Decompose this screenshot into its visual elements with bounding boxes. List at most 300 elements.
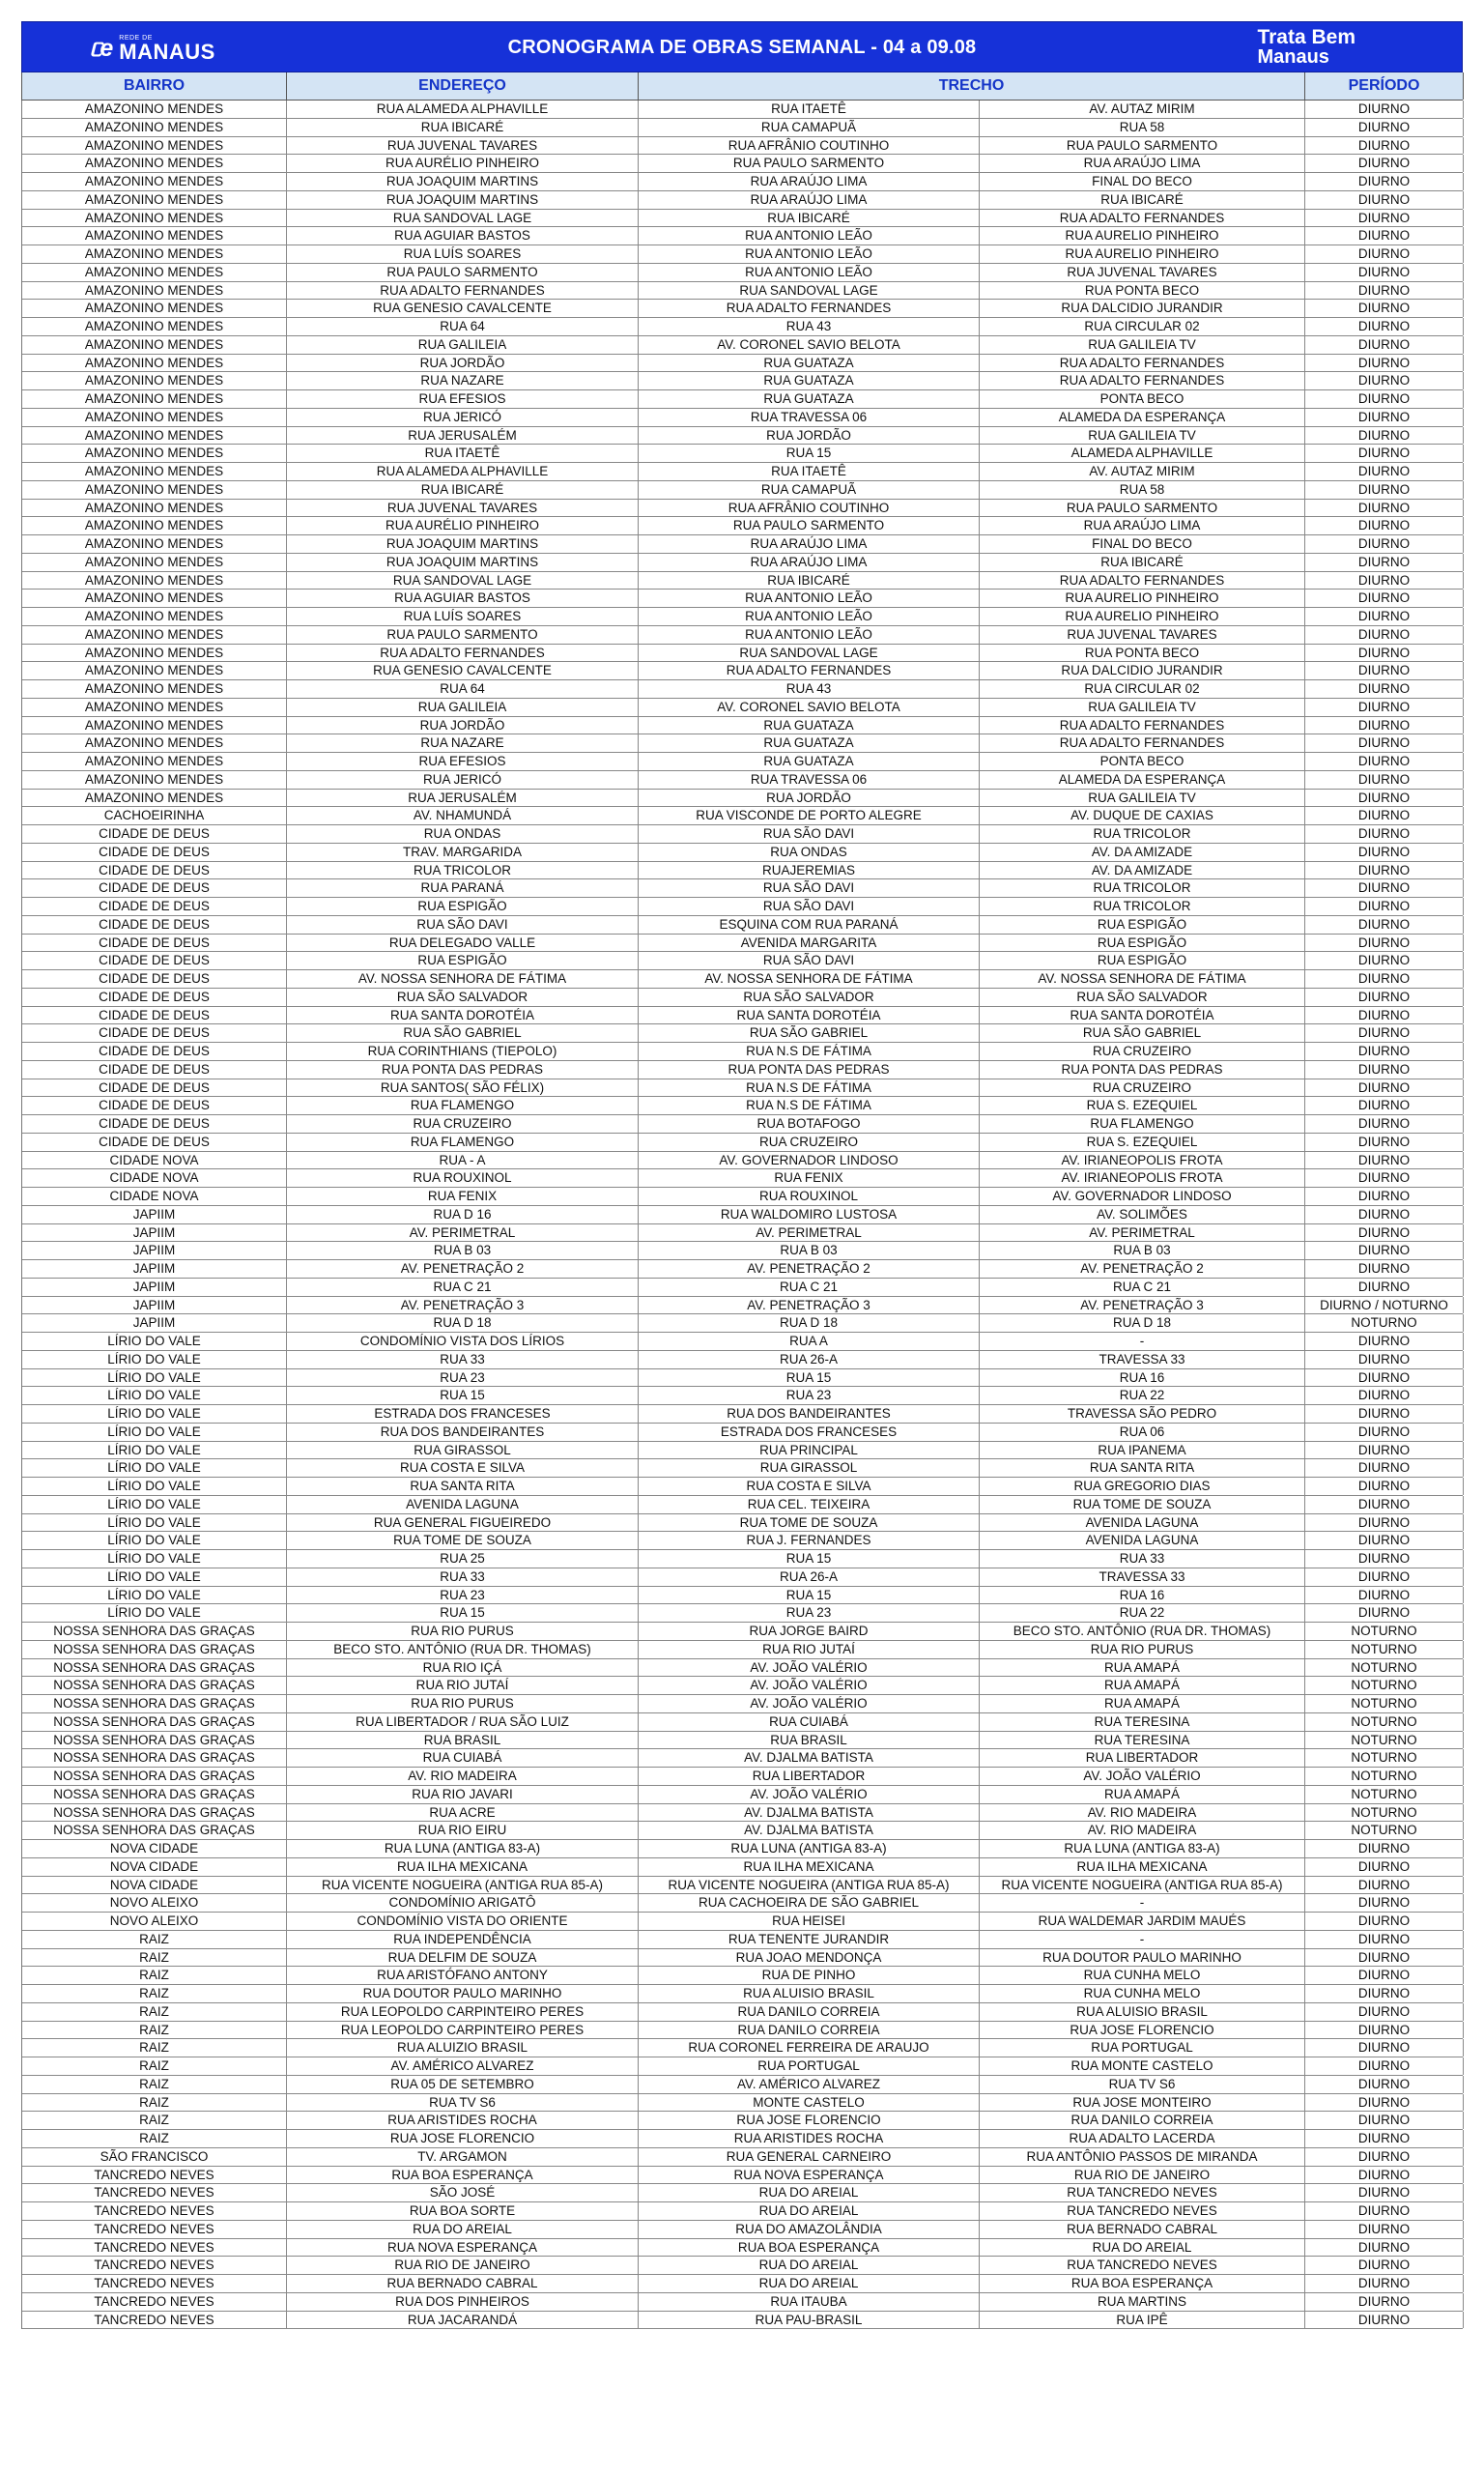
- header-banner: [21, 21, 1463, 72]
- cell-trecho-from: RUA ALUISIO BRASIL: [639, 1985, 980, 2002]
- cell-endereco: RUA COSTA E SILVA: [287, 1459, 639, 1477]
- cell-trecho-from: RUA TENENTE JURANDIR: [639, 1931, 980, 1948]
- cell-endereco: RUA ALUIZIO BRASIL: [287, 2039, 639, 2057]
- table-row: [22, 445, 1463, 463]
- cell-trecho-to: RUA DOUTOR PAULO MARINHO: [980, 1949, 1305, 1967]
- cell-endereco: RUA BOA ESPERANÇA: [287, 2167, 639, 2184]
- cell-bairro: NOSSA SENHORA DAS GRAÇAS: [22, 1659, 287, 1677]
- cell-trecho-to: AVENIDA LAGUNA: [980, 1514, 1305, 1532]
- cell-bairro: JAPIIM: [22, 1224, 287, 1242]
- cell-endereco: AV. PERIMETRAL: [287, 1224, 639, 1242]
- cell-trecho-to: RUA ADALTO FERNANDES: [980, 372, 1305, 389]
- cell-trecho-to: RUA ADALTO FERNANDES: [980, 572, 1305, 590]
- cell-trecho-from: RUA SÃO SALVADOR: [639, 989, 980, 1006]
- cell-periodo: DIURNO: [1305, 1858, 1464, 1876]
- cell-periodo: NOTURNO: [1305, 1314, 1464, 1332]
- table-row: [22, 1550, 1463, 1568]
- cell-trecho-to: RUA DALCIDIO JURANDIR: [980, 300, 1305, 317]
- cell-bairro: LÍRIO DO VALE: [22, 1369, 287, 1387]
- cell-periodo: DIURNO: [1305, 2148, 1464, 2166]
- table-row: [22, 935, 1463, 953]
- table-row: [22, 282, 1463, 301]
- cell-periodo: DIURNO: [1305, 879, 1464, 897]
- table-row: [22, 2202, 1463, 2221]
- cell-trecho-to: -: [980, 1333, 1305, 1350]
- cell-trecho-to: AV. RIO MADEIRA: [980, 1804, 1305, 1822]
- cell-bairro: TANCREDO NEVES: [22, 2202, 287, 2220]
- cell-periodo: DIURNO / NOTURNO: [1305, 1297, 1464, 1314]
- cell-endereco: RUA BERNADO CABRAL: [287, 2275, 639, 2292]
- cell-endereco: RUA FLAMENGO: [287, 1134, 639, 1151]
- cell-periodo: DIURNO: [1305, 1587, 1464, 1604]
- cell-trecho-to: RUA C 21: [980, 1279, 1305, 1296]
- trata-bem-logo: [1257, 27, 1356, 68]
- table-row: [22, 1297, 1463, 1315]
- cell-periodo: NOTURNO: [1305, 1713, 1464, 1731]
- cell-trecho-from: AV. JOÃO VALÉRIO: [639, 1786, 980, 1803]
- cell-trecho-to: RUA ADALTO FERNANDES: [980, 717, 1305, 734]
- cell-trecho-from: RUA SÃO DAVI: [639, 825, 980, 843]
- cell-periodo: DIURNO: [1305, 445, 1464, 462]
- cell-endereco: TV. ARGAMON: [287, 2148, 639, 2166]
- schedule-sheet: [21, 21, 1463, 2329]
- cell-endereco: RUA RIO IÇÁ: [287, 1659, 639, 1677]
- cell-endereco: RUA RIO EIRU: [287, 1822, 639, 1839]
- cell-trecho-from: RUA SÃO DAVI: [639, 898, 980, 915]
- cell-trecho-from: RUAJEREMIAS: [639, 862, 980, 879]
- table-row: [22, 862, 1463, 880]
- table-row: [22, 173, 1463, 191]
- cell-periodo: NOTURNO: [1305, 1804, 1464, 1822]
- table-row: [22, 1732, 1463, 1750]
- cell-bairro: TANCREDO NEVES: [22, 2293, 287, 2311]
- cell-trecho-from: RUA CEL. TEIXEIRA: [639, 1496, 980, 1513]
- cell-bairro: NOSSA SENHORA DAS GRAÇAS: [22, 1749, 287, 1767]
- table-row: [22, 825, 1463, 844]
- cell-periodo: DIURNO: [1305, 2003, 1464, 2021]
- cell-trecho-from: RUA BRASIL: [639, 1732, 980, 1749]
- cell-bairro: AMAZONINO MENDES: [22, 481, 287, 499]
- cell-trecho-from: ESTRADA DOS FRANCESES: [639, 1424, 980, 1441]
- cell-trecho-to: AV. DUQUE DE CAXIAS: [980, 807, 1305, 824]
- cell-periodo: DIURNO: [1305, 717, 1464, 734]
- cell-trecho-from: RUA ANTONIO LEÃO: [639, 590, 980, 607]
- cell-endereco: RUA LEOPOLDO CARPINTEIRO PERES: [287, 2003, 639, 2021]
- cell-bairro: AMAZONINO MENDES: [22, 608, 287, 625]
- table-row: [22, 1967, 1463, 1985]
- table-row: [22, 1007, 1463, 1025]
- cell-periodo: DIURNO: [1305, 1242, 1464, 1259]
- cell-trecho-to: RUA PONTA BECO: [980, 645, 1305, 662]
- cell-trecho-from: RUA N.S DE FÁTIMA: [639, 1043, 980, 1060]
- table-row: [22, 680, 1463, 699]
- cell-bairro: AMAZONINO MENDES: [22, 336, 287, 354]
- table-row: [22, 662, 1463, 680]
- cell-trecho-from: AV. CORONEL SAVIO BELOTA: [639, 336, 980, 354]
- cell-bairro: AMAZONINO MENDES: [22, 554, 287, 571]
- cell-periodo: DIURNO: [1305, 1405, 1464, 1423]
- cell-endereco: RUA PARANÁ: [287, 879, 639, 897]
- cell-trecho-from: RUA GENERAL CARNEIRO: [639, 2148, 980, 2166]
- table-row: [22, 1931, 1463, 1949]
- cell-trecho-to: RUA LIBERTADOR: [980, 1749, 1305, 1767]
- cell-endereco: RUA LUNA (ANTIGA 83-A): [287, 1840, 639, 1857]
- cell-trecho-to: RUA S. EZEQUIEL: [980, 1134, 1305, 1151]
- cell-trecho-to: AV. AUTAZ MIRIM: [980, 101, 1305, 118]
- cell-endereco: RUA ADALTO FERNANDES: [287, 282, 639, 300]
- cell-trecho-to: RUA TRICOLOR: [980, 898, 1305, 915]
- cell-bairro: LÍRIO DO VALE: [22, 1496, 287, 1513]
- cell-bairro: CIDADE DE DEUS: [22, 970, 287, 988]
- cell-trecho-from: RUA N.S DE FÁTIMA: [639, 1097, 980, 1114]
- cell-bairro: NOSSA SENHORA DAS GRAÇAS: [22, 1786, 287, 1803]
- cell-periodo: NOTURNO: [1305, 1641, 1464, 1658]
- cell-periodo: DIURNO: [1305, 1568, 1464, 1586]
- cell-endereco: RUA NOVA ESPERANÇA: [287, 2239, 639, 2257]
- cell-bairro: CIDADE DE DEUS: [22, 1134, 287, 1151]
- cell-trecho-from: RUA C 21: [639, 1279, 980, 1296]
- cell-trecho-from: RUA IBICARÉ: [639, 572, 980, 590]
- cell-bairro: AMAZONINO MENDES: [22, 734, 287, 752]
- table-row: [22, 155, 1463, 173]
- cell-trecho-from: RUA LIBERTADOR: [639, 1768, 980, 1785]
- cell-endereco: RUA D 18: [287, 1314, 639, 1332]
- cell-trecho-from: RUA ITAETÊ: [639, 463, 980, 480]
- cell-endereco: RUA 23: [287, 1587, 639, 1604]
- cell-trecho-from: RUA 23: [639, 1387, 980, 1404]
- cell-endereco: RUA 25: [287, 1550, 639, 1568]
- table-row: [22, 390, 1463, 409]
- cell-trecho-from: RUA DE PINHO: [639, 1967, 980, 1984]
- cell-trecho-from: RUA B 03: [639, 1242, 980, 1259]
- cell-endereco: RUA JORDÃO: [287, 355, 639, 372]
- cell-trecho-from: RUA BOA ESPERANÇA: [639, 2239, 980, 2257]
- cell-trecho-from: RUA GUATAZA: [639, 390, 980, 408]
- table-row: [22, 210, 1463, 228]
- cell-periodo: DIURNO: [1305, 1333, 1464, 1350]
- cell-bairro: AMAZONINO MENDES: [22, 264, 287, 281]
- cell-trecho-from: RUA GUATAZA: [639, 734, 980, 752]
- cell-bairro: SÃO FRANCISCO: [22, 2148, 287, 2166]
- table-row: [22, 1459, 1463, 1478]
- cell-endereco: RUA SANDOVAL LAGE: [287, 572, 639, 590]
- cell-trecho-to: TRAVESSA 33: [980, 1351, 1305, 1368]
- table-row: [22, 372, 1463, 390]
- table-row: [22, 1532, 1463, 1550]
- cell-endereco: RUA SÃO DAVI: [287, 916, 639, 934]
- header-endereco: ENDEREÇO: [287, 72, 639, 100]
- cell-periodo: DIURNO: [1305, 318, 1464, 335]
- cell-trecho-from: RUA 26-A: [639, 1351, 980, 1368]
- cell-trecho-to: RUA IPÊ: [980, 2312, 1305, 2329]
- cell-bairro: LÍRIO DO VALE: [22, 1514, 287, 1532]
- table-row: [22, 554, 1463, 572]
- cell-bairro: AMAZONINO MENDES: [22, 355, 287, 372]
- cell-trecho-to: RUA 33: [980, 1550, 1305, 1568]
- cell-trecho-to: RUA ARAÚJO LIMA: [980, 155, 1305, 172]
- cell-trecho-to: RUA AMAPÁ: [980, 1786, 1305, 1803]
- table-row: [22, 318, 1463, 336]
- cell-bairro: NOSSA SENHORA DAS GRAÇAS: [22, 1732, 287, 1749]
- table-row: [22, 807, 1463, 825]
- schedule-table-body: [21, 101, 1463, 2329]
- cell-trecho-to: RUA VICENTE NOGUEIRA (ANTIGA RUA 85-A): [980, 1877, 1305, 1894]
- logo-text: MANAUS: [119, 39, 215, 64]
- table-row: [22, 790, 1463, 808]
- cell-bairro: CIDADE DE DEUS: [22, 1115, 287, 1133]
- cell-endereco: RUA LUÍS SOARES: [287, 245, 639, 263]
- cell-endereco: RUA CORINTHIANS (TIEPOLO): [287, 1043, 639, 1060]
- cell-trecho-to: RUA ESPIGÃO: [980, 916, 1305, 934]
- cell-endereco: RUA SANTA RITA: [287, 1478, 639, 1495]
- table-row: [22, 608, 1463, 626]
- cell-periodo: DIURNO: [1305, 680, 1464, 698]
- cell-trecho-from: RUA GUATAZA: [639, 717, 980, 734]
- table-row: [22, 1677, 1463, 1695]
- cell-periodo: DIURNO: [1305, 245, 1464, 263]
- cell-bairro: RAIZ: [22, 2003, 287, 2021]
- cell-trecho-to: ALAMEDA DA ESPERANÇA: [980, 409, 1305, 426]
- cell-endereco: AV. NHAMUNDÁ: [287, 807, 639, 824]
- cell-trecho-to: RUA ADALTO FERNANDES: [980, 734, 1305, 752]
- cell-endereco: RUA ROUXINOL: [287, 1169, 639, 1187]
- cell-bairro: TANCREDO NEVES: [22, 2239, 287, 2257]
- cell-periodo: DIURNO: [1305, 1007, 1464, 1024]
- cell-trecho-to: RUA SÃO GABRIEL: [980, 1024, 1305, 1042]
- table-row: [22, 427, 1463, 446]
- cell-periodo: NOTURNO: [1305, 1822, 1464, 1839]
- cell-bairro: AMAZONINO MENDES: [22, 427, 287, 445]
- cell-trecho-from: AV. DJALMA BATISTA: [639, 1822, 980, 1839]
- cell-bairro: CIDADE DE DEUS: [22, 1079, 287, 1097]
- cell-bairro: AMAZONINO MENDES: [22, 445, 287, 462]
- cell-trecho-from: AV. GOVERNADOR LINDOSO: [639, 1152, 980, 1169]
- cell-trecho-from: RUA TRAVESSA 06: [639, 771, 980, 789]
- cell-bairro: CIDADE DE DEUS: [22, 1043, 287, 1060]
- table-row: [22, 1749, 1463, 1768]
- cell-trecho-from: RUA SÃO GABRIEL: [639, 1024, 980, 1042]
- cell-endereco: RUA IBICARÉ: [287, 481, 639, 499]
- table-row: [22, 952, 1463, 970]
- cell-trecho-from: RUA DOS BANDEIRANTES: [639, 1405, 980, 1423]
- cell-trecho-to: RUA 58: [980, 481, 1305, 499]
- cell-bairro: NOSSA SENHORA DAS GRAÇAS: [22, 1641, 287, 1658]
- cell-endereco: RUA EFESIOS: [287, 753, 639, 770]
- table-row: [22, 1314, 1463, 1333]
- cell-periodo: DIURNO: [1305, 662, 1464, 679]
- cell-periodo: DIURNO: [1305, 844, 1464, 861]
- cell-bairro: LÍRIO DO VALE: [22, 1351, 287, 1368]
- cell-bairro: CIDADE DE DEUS: [22, 935, 287, 952]
- cell-bairro: AMAZONINO MENDES: [22, 645, 287, 662]
- cell-trecho-from: RUA 43: [639, 680, 980, 698]
- cell-trecho-to: RUA GALILEIA TV: [980, 427, 1305, 445]
- cell-trecho-to: AV. AUTAZ MIRIM: [980, 463, 1305, 480]
- table-row: [22, 1587, 1463, 1605]
- cell-trecho-to: PONTA BECO: [980, 753, 1305, 770]
- cell-trecho-from: RUA IBICARÉ: [639, 210, 980, 227]
- cell-periodo: DIURNO: [1305, 1840, 1464, 1857]
- table-row: [22, 2184, 1463, 2202]
- cell-trecho-to: RUA JUVENAL TAVARES: [980, 626, 1305, 644]
- cell-trecho-from: RUA CAMAPUÃ: [639, 481, 980, 499]
- cell-endereco: RUA 15: [287, 1604, 639, 1622]
- cell-trecho-to: RUA CIRCULAR 02: [980, 318, 1305, 335]
- cell-trecho-from: RUA ADALTO FERNANDES: [639, 300, 980, 317]
- table-row: [22, 1369, 1463, 1388]
- cell-trecho-to: RUA 22: [980, 1604, 1305, 1622]
- cell-periodo: DIURNO: [1305, 2057, 1464, 2075]
- cell-bairro: LÍRIO DO VALE: [22, 1459, 287, 1477]
- cell-trecho-from: RUA ARAÚJO LIMA: [639, 191, 980, 209]
- cell-endereco: RUA JOAQUIM MARTINS: [287, 191, 639, 209]
- cell-trecho-to: RUA LUNA (ANTIGA 83-A): [980, 1840, 1305, 1857]
- cell-periodo: DIURNO: [1305, 1061, 1464, 1079]
- cell-bairro: LÍRIO DO VALE: [22, 1532, 287, 1549]
- table-row: [22, 1949, 1463, 1968]
- cell-endereco: RUA AGUIAR BASTOS: [287, 590, 639, 607]
- cell-endereco: RUA INDEPENDÊNCIA: [287, 1931, 639, 1948]
- cell-bairro: LÍRIO DO VALE: [22, 1405, 287, 1423]
- cell-trecho-to: RUA TOME DE SOUZA: [980, 1496, 1305, 1513]
- cell-periodo: DIURNO: [1305, 1224, 1464, 1242]
- cell-endereco: AV. NOSSA SENHORA DE FÁTIMA: [287, 970, 639, 988]
- cell-trecho-to: RUA CRUZEIRO: [980, 1043, 1305, 1060]
- cell-bairro: CIDADE DE DEUS: [22, 879, 287, 897]
- cell-trecho-to: RUA AMAPÁ: [980, 1695, 1305, 1712]
- cell-endereco: AV. PENETRAÇÃO 3: [287, 1297, 639, 1314]
- cell-trecho-to: RUA SANTA RITA: [980, 1459, 1305, 1477]
- cell-trecho-from: RUA RIO JUTAÍ: [639, 1641, 980, 1658]
- cell-endereco: RUA DOS BANDEIRANTES: [287, 1424, 639, 1441]
- cell-endereco: RUA JOAQUIM MARTINS: [287, 173, 639, 190]
- table-row: [22, 355, 1463, 373]
- cell-bairro: LÍRIO DO VALE: [22, 1424, 287, 1441]
- cell-trecho-to: RUA 58: [980, 119, 1305, 136]
- cell-endereco: RUA JERICÓ: [287, 771, 639, 789]
- cell-bairro: AMAZONINO MENDES: [22, 173, 287, 190]
- cell-trecho-from: AV. CORONEL SAVIO BELOTA: [639, 699, 980, 716]
- cell-endereco: RUA ALAMEDA ALPHAVILLE: [287, 463, 639, 480]
- cell-endereco: AV. RIO MADEIRA: [287, 1768, 639, 1785]
- cell-periodo: DIURNO: [1305, 535, 1464, 553]
- table-row: [22, 2130, 1463, 2148]
- cell-endereco: RUA B 03: [287, 1242, 639, 1259]
- cell-bairro: AMAZONINO MENDES: [22, 318, 287, 335]
- cell-trecho-to: RUA MARTINS: [980, 2293, 1305, 2311]
- cell-periodo: DIURNO: [1305, 1967, 1464, 1984]
- table-row: [22, 1659, 1463, 1678]
- cell-trecho-to: RUA DO AREIAL: [980, 2239, 1305, 2257]
- cell-endereco: RUA DOS PINHEIROS: [287, 2293, 639, 2311]
- cell-trecho-from: RUA ROUXINOL: [639, 1188, 980, 1205]
- table-row: [22, 2022, 1463, 2040]
- header-bairro: BAIRRO: [22, 72, 287, 100]
- cell-endereco: RUA DOUTOR PAULO MARINHO: [287, 1985, 639, 2002]
- page-title: CRONOGRAMA DE OBRAS SEMANAL - 04 a 09.08: [507, 37, 977, 58]
- cell-trecho-from: AV. PERIMETRAL: [639, 1224, 980, 1242]
- cell-endereco: RUA AGUIAR BASTOS: [287, 227, 639, 245]
- cell-trecho-to: RUA ARAÚJO LIMA: [980, 517, 1305, 534]
- cell-endereco: RUA RIO PURUS: [287, 1623, 639, 1640]
- cell-periodo: DIURNO: [1305, 1459, 1464, 1477]
- cell-trecho-from: AV. JOÃO VALÉRIO: [639, 1659, 980, 1677]
- cell-trecho-to: AV. SOLIMÕES: [980, 1206, 1305, 1223]
- cell-trecho-from: RUA 15: [639, 1587, 980, 1604]
- cell-trecho-to: RUA 06: [980, 1424, 1305, 1441]
- cell-bairro: RAIZ: [22, 2094, 287, 2112]
- cell-periodo: DIURNO: [1305, 1985, 1464, 2002]
- cell-periodo: NOTURNO: [1305, 1768, 1464, 1785]
- cell-periodo: DIURNO: [1305, 1877, 1464, 1894]
- cell-trecho-from: RUA AFRÂNIO COUTINHO: [639, 500, 980, 517]
- cell-trecho-from: RUA 43: [639, 318, 980, 335]
- cell-bairro: RAIZ: [22, 2112, 287, 2129]
- table-row: [22, 1877, 1463, 1895]
- cell-periodo: DIURNO: [1305, 572, 1464, 590]
- cell-trecho-to: RUA 22: [980, 1387, 1305, 1404]
- cell-endereco: RUA CRUZEIRO: [287, 1115, 639, 1133]
- cell-endereco: RUA GENESIO CAVALCENTE: [287, 300, 639, 317]
- cell-trecho-to: RUA DANILO CORREIA: [980, 2112, 1305, 2129]
- cell-bairro: CIDADE DE DEUS: [22, 825, 287, 843]
- cell-periodo: DIURNO: [1305, 463, 1464, 480]
- cell-trecho-to: AV. IRIANEOPOLIS FROTA: [980, 1152, 1305, 1169]
- cell-periodo: DIURNO: [1305, 2167, 1464, 2184]
- cell-periodo: DIURNO: [1305, 1913, 1464, 1930]
- cell-trecho-from: AV. PENETRAÇÃO 2: [639, 1260, 980, 1278]
- cell-endereco: RUA ALAMEDA ALPHAVILLE: [287, 101, 639, 118]
- cell-periodo: DIURNO: [1305, 1550, 1464, 1568]
- cell-endereco: RUA BOA SORTE: [287, 2202, 639, 2220]
- cell-trecho-to: RUA PONTA DAS PEDRAS: [980, 1061, 1305, 1079]
- logo-right-line1: Trata Bem: [1257, 26, 1356, 48]
- cell-periodo: NOTURNO: [1305, 1786, 1464, 1803]
- cell-trecho-from: AVENIDA MARGARITA: [639, 935, 980, 952]
- cell-periodo: NOTURNO: [1305, 1749, 1464, 1767]
- cell-trecho-from: RUA ANTONIO LEÃO: [639, 264, 980, 281]
- cell-endereco: RUA C 21: [287, 1279, 639, 1296]
- cell-periodo: DIURNO: [1305, 916, 1464, 934]
- cell-periodo: DIURNO: [1305, 970, 1464, 988]
- cell-bairro: LÍRIO DO VALE: [22, 1387, 287, 1404]
- logo-right-line2: Manaus: [1257, 46, 1329, 68]
- cell-endereco: RUA ARISTÓFANO ANTONY: [287, 1967, 639, 1984]
- cell-trecho-from: RUA ARAÚJO LIMA: [639, 554, 980, 571]
- cell-endereco: RUA LIBERTADOR / RUA SÃO LUIZ: [287, 1713, 639, 1731]
- cell-trecho-from: RUA SÃO DAVI: [639, 952, 980, 969]
- cell-bairro: CIDADE DE DEUS: [22, 898, 287, 915]
- cell-trecho-to: RUA PAULO SARMENTO: [980, 500, 1305, 517]
- cell-endereco: RUA JERICÓ: [287, 409, 639, 426]
- table-row: [22, 227, 1463, 245]
- cell-trecho-to: -: [980, 1894, 1305, 1912]
- cell-periodo: DIURNO: [1305, 300, 1464, 317]
- cell-trecho-from: RUA LUNA (ANTIGA 83-A): [639, 1840, 980, 1857]
- table-row: [22, 2275, 1463, 2293]
- cell-periodo: DIURNO: [1305, 626, 1464, 644]
- cell-endereco: RUA NAZARE: [287, 372, 639, 389]
- cell-endereco: RUA DELFIM DE SOUZA: [287, 1949, 639, 1967]
- cell-endereco: AV. AMÉRICO ALVAREZ: [287, 2057, 639, 2075]
- cell-periodo: DIURNO: [1305, 227, 1464, 245]
- cell-endereco: RUA ONDAS: [287, 825, 639, 843]
- cell-endereco: RUA EFESIOS: [287, 390, 639, 408]
- cell-bairro: AMAZONINO MENDES: [22, 790, 287, 807]
- cell-periodo: DIURNO: [1305, 1206, 1464, 1223]
- cell-trecho-from: RUA COSTA E SILVA: [639, 1478, 980, 1495]
- cell-endereco: RUA JACARANDÁ: [287, 2312, 639, 2329]
